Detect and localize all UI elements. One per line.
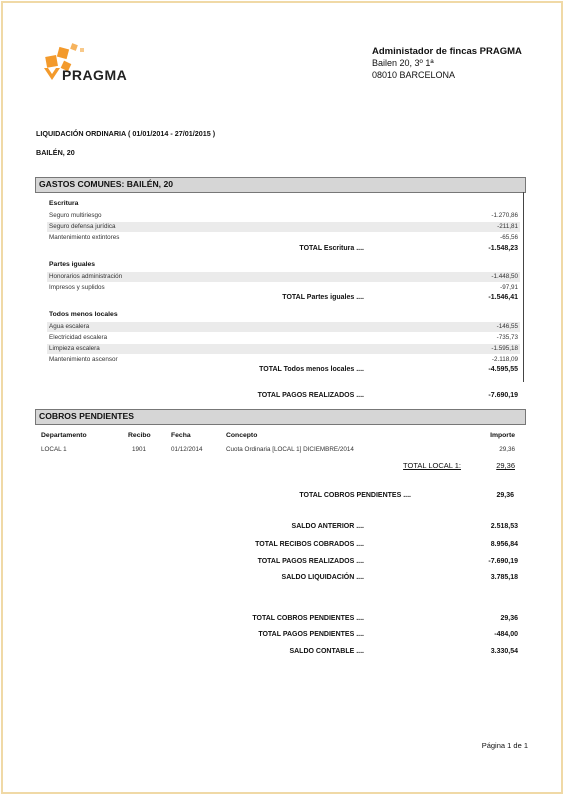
expense-label: Agua escalera: [49, 323, 90, 330]
group-total-value: -1.546,41: [488, 294, 518, 301]
group-total-label: TOTAL Todos menos locales ....: [259, 366, 364, 373]
group-title: Partes iguales: [49, 261, 96, 268]
expense-amount: -146,55: [496, 323, 518, 330]
pragma-logo: [40, 42, 150, 84]
expense-row: [47, 272, 520, 282]
group-total-value: -4.595,55: [488, 366, 518, 373]
gastos-right-rule: [523, 192, 524, 382]
cobro-concepto: Cuota Ordinaria [LOCAL 1] DICIEMBRE/2014: [226, 446, 354, 453]
summary-value: 3.785,18: [490, 574, 518, 581]
company-address-2: 08010 BARCELONA: [372, 70, 456, 80]
summary-label: TOTAL PAGOS PENDIENTES ....: [258, 631, 364, 638]
gastos-section-title: GASTOS COMUNES: BAILÉN, 20: [39, 179, 174, 189]
column-header-importe: Importe: [490, 432, 515, 439]
community-name: BAILÉN, 20: [36, 148, 75, 157]
expense-amount: -1.270,86: [491, 212, 518, 219]
summary-value: -484,00: [494, 631, 518, 638]
expense-amount: -211,81: [497, 223, 518, 230]
company-address-1: Bailen 20, 3º 1ª: [372, 58, 434, 68]
expense-row: [47, 333, 520, 343]
summary-label: SALDO LIQUIDACIÓN ....: [281, 574, 364, 581]
summary-label: SALDO ANTERIOR ....: [291, 523, 364, 530]
expense-label: Electricidad escalera: [49, 334, 108, 341]
logo-text: PRAGMA: [62, 67, 128, 83]
summary-label: TOTAL COBROS PENDIENTES ....: [252, 615, 364, 622]
summary-label: TOTAL PAGOS REALIZADOS ....: [257, 558, 364, 565]
expense-label: Limpieza escalera: [49, 345, 100, 352]
column-header-recibo: Recibo: [128, 432, 151, 439]
expense-row: [47, 222, 520, 232]
group-total-label: TOTAL Partes iguales ....: [282, 294, 364, 301]
cobros-total-value: 29,36: [496, 492, 514, 499]
group-total-label: TOTAL Escritura ....: [299, 245, 364, 252]
gastos-total-label: TOTAL PAGOS REALIZADOS ....: [257, 392, 364, 399]
expense-row: [47, 211, 520, 221]
expense-row: [47, 322, 520, 332]
cobro-fecha: 01/12/2014: [171, 446, 203, 453]
expense-label: Seguro multiriesgo: [49, 212, 102, 219]
expense-row: [47, 355, 520, 365]
company-name: Administador de fincas PRAGMA: [372, 46, 522, 57]
summary-value: -7.690,19: [488, 558, 518, 565]
cobro-importe: 29,36: [499, 446, 515, 453]
cobro-recibo: 1901: [132, 446, 147, 453]
column-header-fecha: Fecha: [171, 432, 191, 439]
gastos-total-value: -7.690,19: [488, 392, 518, 399]
expense-row: [47, 233, 520, 243]
group-title: Todos menos locales: [49, 311, 118, 318]
summary-value: 8.956,84: [490, 541, 518, 548]
group-total-value: -1.548,23: [488, 245, 518, 252]
expense-label: Honorarios administración: [49, 273, 123, 280]
summary-value: 3.330,54: [490, 648, 518, 655]
expense-label: Mantenimiento extintores: [49, 234, 120, 241]
column-header-departamento: Departamento: [41, 432, 87, 439]
document-title: LIQUIDACIÓN ORDINARIA ( 01/01/2014 - 27/01/2015 ): [36, 129, 216, 138]
subtotal-label: TOTAL LOCAL 1:: [403, 461, 461, 470]
summary-label: TOTAL RECIBOS COBRADOS ....: [255, 541, 364, 548]
cobros-section-header: [35, 409, 526, 425]
expense-amount: -1.595,18: [491, 345, 518, 352]
page-number: Página 1 de 1: [481, 741, 528, 750]
expense-row: [47, 283, 520, 293]
expense-amount: -1.448,50: [491, 273, 518, 280]
expense-label: Mantenimiento ascensor: [49, 356, 118, 363]
column-header-concepto: Concepto: [226, 432, 258, 439]
expense-amount: -735,73: [496, 334, 518, 341]
summary-label: SALDO CONTABLE ....: [289, 648, 364, 655]
cobro-departamento: LOCAL 1: [41, 446, 67, 453]
summary-value: 2.518,53: [490, 523, 518, 530]
subtotal-value: 29,36: [496, 461, 515, 470]
expense-amount: -65,56: [500, 234, 518, 241]
expense-amount: -2.118,09: [491, 356, 518, 363]
expense-label: Impresos y suplidos: [49, 284, 105, 291]
cobros-total-label: TOTAL COBROS PENDIENTES ....: [299, 492, 411, 499]
gastos-section-header: [35, 177, 526, 193]
summary-value: 29,36: [500, 615, 518, 622]
expense-amount: -97,91: [500, 284, 518, 291]
expense-row: [47, 344, 520, 354]
group-title: Escritura: [49, 200, 79, 207]
expense-label: Seguro defensa jurídica: [49, 223, 116, 230]
cobros-section-title: COBROS PENDIENTES: [39, 411, 135, 421]
